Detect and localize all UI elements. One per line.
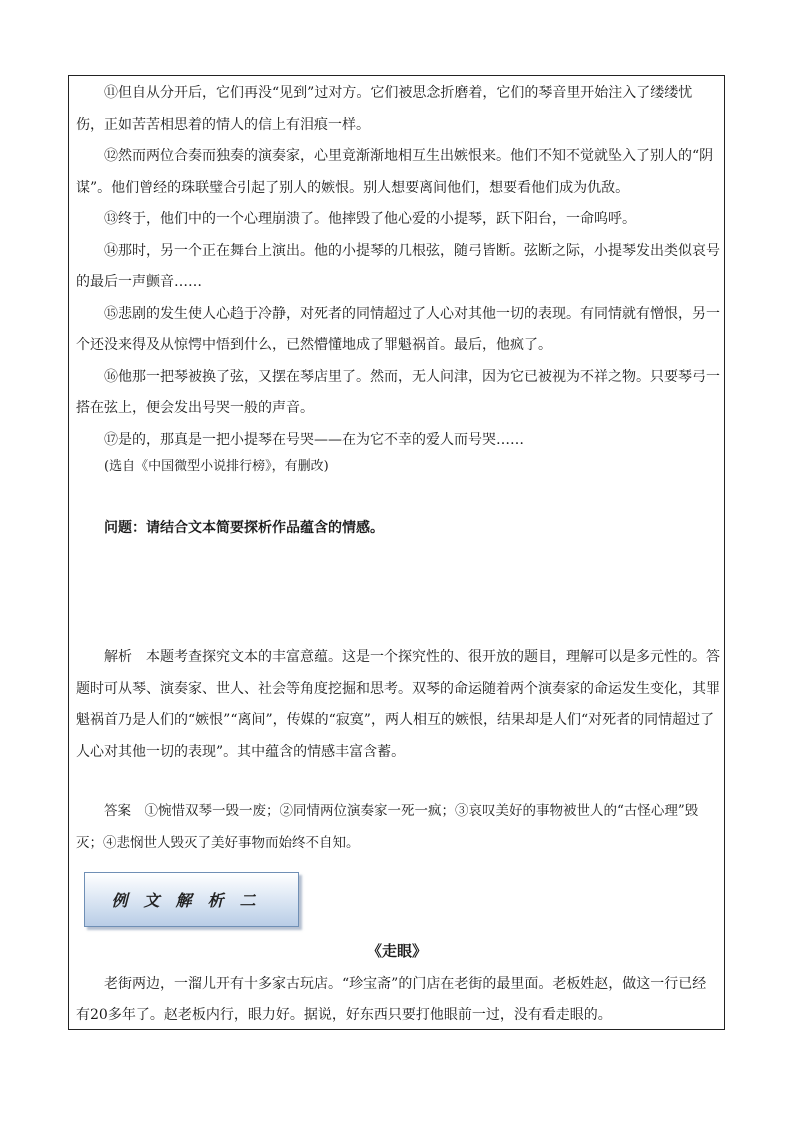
section-banner <box>84 872 299 927</box>
paragraph-12: ⑫然而两位合奏而独奏的演奏家，心里竟渐渐地相互生出嫉恨来。他们不知不觉就坠入了别人的“阴谋”。他们曾经的珠联璧合引起了别人的嫉恨。别人想要离间他们，想要看他们成为仇敌。 <box>76 148 714 196</box>
story-paragraph: 老街两边，一溜儿开有十多家古玩店。“珍宝斋”的门店在老街的最里面。老板姓赵，做这一行已经有20多年了。赵老板内行，眼力好。据说，好东西只要打他眼前一过，没有看走眼的。 <box>76 976 707 1023</box>
story-body <box>76 78 720 456</box>
question: 问题：请结合文本简要探析作品蕴含的情感。 <box>104 520 384 536</box>
paragraph-14: ⑭那时，另一个正在舞台上演出。他的小提琴的几根弦，随弓皆断。弦断之际，小提琴发出类似哀号的最后一声颤音…… <box>76 242 720 290</box>
analysis: 解析 本题考查探究文本的丰富意蕴。这是一个探究性的、很开放的题目，理解可以是多元性的。答题时可从琴、演奏家、世人、社会等角度挖掘和思考。双琴的命运随着两个演奏家的命运发生变化，其罪魁祸首乃是人们的“嫉恨”“离间”，传媒的“寂寞”，两人相互的嫉恨，结果却是人们“对死者的同情超过了人心对其他一切的表现”。其中蕴含的情感丰富含蓄。 <box>76 649 720 760</box>
paragraph-17: ⑰是的，那真是一把小提琴在号哭——在为它不幸的爱人而号哭…… <box>104 431 524 448</box>
story-title: 《走眼》 <box>366 942 427 960</box>
section-banner-label: 例文解析二 <box>111 891 272 910</box>
paragraph-11: ⑪但自从分开后，它们再没“见到”过对方。它们被思念折磨着，它们的琴音里开始注入了缕缕忧伤，正如苦苦相思着的情人的信上有泪痕一样。 <box>76 85 693 133</box>
paragraph-16: ⑯他那一把琴被换了弦，又摆在琴店里了。然而，无人问津，因为它已被视为不祥之物。只要琴弓一搭在弦上，便会发出号哭一般的声音。 <box>76 368 720 416</box>
paragraph-15: ⑮悲剧的发生使人心趋于冷静，对死者的同情超过了人心对其他一切的表现。有同情就有憎恨，另一个还没来得及从惊愕中悟到什么，已然懵懂地成了罪魁祸首。最后，他疯了。 <box>76 305 720 353</box>
paragraph-13: ⑬终于，他们中的一个心理崩溃了。他摔毁了他心爱的小提琴，跃下阳台，一命呜呼。 <box>104 211 636 227</box>
source-note: (选自《中国微型小说排行榜》，有删改) <box>104 459 329 474</box>
answer: 答案 ①惋惜双琴一毁一废；②同情两位演奏家一死一疯；③哀叹美好的事物被世人的“古怪心理”毁灭；④悲悯世人毁灭了美好事物而始终不自知。 <box>76 803 699 851</box>
